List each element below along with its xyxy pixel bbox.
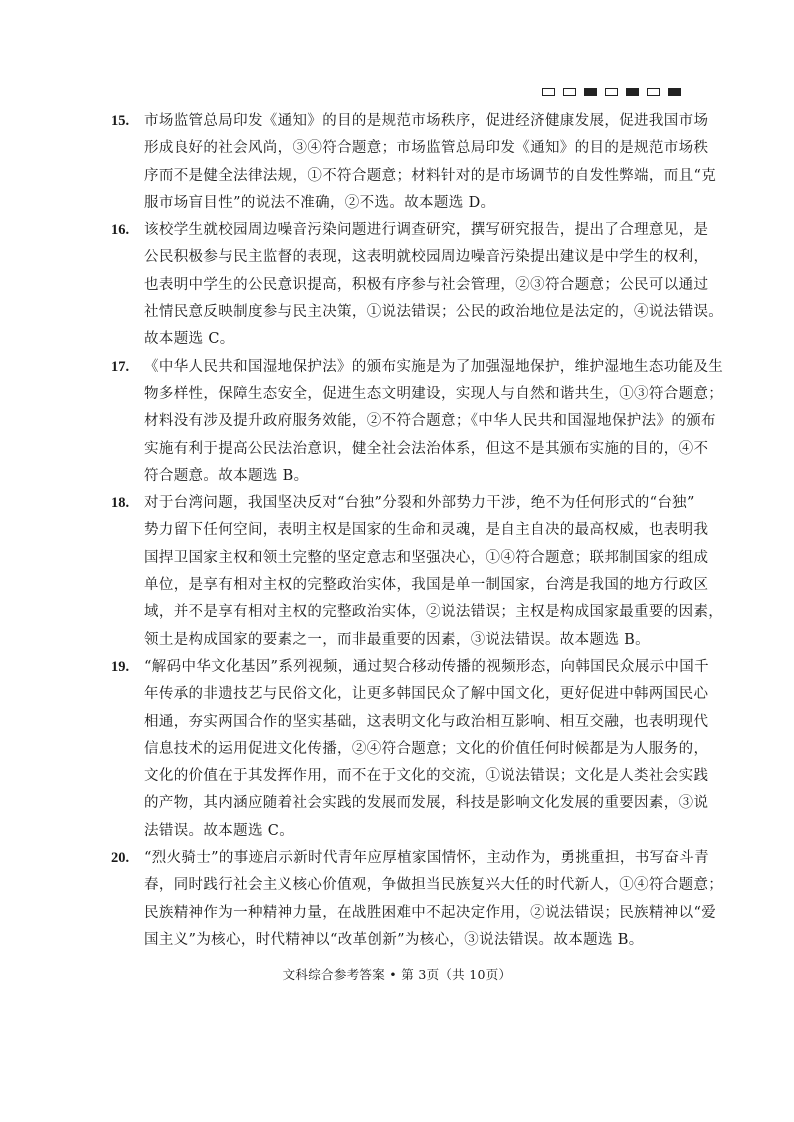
answer-line: 国主义”为核心，时代精神以“改革创新”为核心，③说法错误。故本题选 B。: [144, 931, 644, 948]
question-number: 19.: [111, 658, 130, 675]
question-number: 18.: [111, 495, 130, 512]
answer-line: 物多样性，保障生态安全，促进生态文明建设，实现人与自然和谐共生，①③符合题意；: [144, 385, 724, 402]
header-mark: [605, 88, 618, 96]
answer-line: 公民积极参与民主监督的表现，这表明就校园周边噪音污染提出建议是中学生的权利，: [144, 249, 709, 266]
answer-line: 春，同时践行社会主义核心价值观，争做担当民族复兴大任的时代新人，①④符合题意；: [144, 877, 724, 894]
question-number: 17.: [111, 358, 130, 375]
answer-item-19: [111, 654, 709, 845]
answer-text: [144, 654, 709, 845]
answer-item-18: [111, 490, 724, 654]
answer-item-17: [111, 354, 724, 490]
answer-item-15: [111, 108, 717, 217]
answer-line: 材料没有涉及提升政府服务效能，②不符合题意；《中华人民共和国湿地保护法》的颁布: [144, 413, 716, 430]
answer-line: 实施有利于提高公民法治意识，健全社会法治体系，但这不是其颁布实施的目的，④不: [144, 440, 709, 457]
answer-content: [111, 108, 724, 954]
header-mark-filled: [626, 88, 639, 96]
answer-item-20: [111, 845, 724, 954]
answer-line: 相通，夯实两国合作的坚实基础，这表明文化与政治相互影响、相互交融，也表明现代: [144, 713, 709, 730]
answer-line: 社情民意反映制度参与民主决策，①说法错误；公民的政治地位是法定的，④说法错误。: [144, 304, 724, 321]
answer-line: “烈火骑士”的事迹启示新时代青年应厚植家国情怀，主动作为，勇挑重担，书写奋斗青: [144, 850, 709, 867]
answer-line: “解码中华文化基因”系列视频，通过契合移动传播的视频形态，向韩国民众展示中国千: [144, 658, 709, 675]
answer-line: 领土是构成国家的要素之一，而非最重要的因素，③说法错误。故本题选 B。: [144, 631, 651, 648]
answer-line: 年传承的非遗技艺与民俗文化，让更多韩国民众了解中国文化，更好促进中韩两国民心: [144, 686, 709, 703]
page-footer: 文科综合参考答案 • 第 3页（共 10页）: [282, 967, 512, 982]
answer-text: [144, 108, 716, 217]
answer-line: 势力留下任何空间，表明主权是国家的生命和灵魂，是自主自决的最高权威，也表明我: [144, 522, 709, 539]
header-mark: [542, 88, 555, 96]
answer-line: 信息技术的运用促进文化传播，②④符合题意；文化的价值任何时候都是为人服务的，: [144, 740, 709, 757]
header-mark: [563, 88, 576, 96]
answer-line: 文化的价值在于其发挥作用，而不在于文化的交流，①说法错误；文化是人类社会实践: [144, 768, 709, 785]
answer-line: 服市场盲目性”的说法不准确，②不选。故本题选 D。: [144, 194, 496, 211]
answer-line: 域，并不是享有相对主权的完整政治实体，②说法错误；主权是构成国家最重要的因素，: [144, 604, 724, 621]
answer-text: [144, 490, 723, 654]
answer-line: 该校学生就校园周边噪音污染问题进行调查研究，撰写研究报告，提出了合理意见，是: [144, 222, 709, 239]
question-number: 20.: [111, 850, 130, 867]
question-number: 16.: [111, 222, 130, 239]
answer-line: 符合题意。故本题选 B。: [144, 467, 309, 484]
answer-line: 单位，是享有相对主权的完整政治实体，我国是单一制国家，台湾是我国的地方行政区: [144, 577, 709, 594]
answer-text: [144, 845, 723, 954]
header-mark: [647, 88, 660, 96]
answer-text: [144, 354, 723, 490]
question-number: 15.: [111, 113, 130, 129]
answer-line: 故本题选 C。: [144, 331, 235, 348]
answer-line: 也表明中学生的公民意识提高，积极有序参与社会管理，②③符合题意；公民可以通过: [144, 276, 709, 293]
answer-item-16: [111, 217, 724, 353]
answer-line: 《中华人民共和国湿地保护法》的颁布实施是为了加强湿地保护，维护湿地生态功能及生: [144, 358, 724, 375]
answer-line: 国捍卫国家主权和领土完整的坚定意志和坚强决心，①④符合题意；联邦制国家的组成: [144, 549, 709, 566]
answer-line: 法错误。故本题选 C。: [144, 822, 295, 839]
answer-line: 对于台湾问题，我国坚决反对“台独”分裂和外部势力干涉，绝不为任何形式的“台独”: [144, 495, 695, 512]
answer-line: 的产物，其内涵应随着社会实践的发展而发展，科技是影响文化发展的重要因素，③说: [144, 795, 709, 812]
answer-line: 序而不是健全法律法规，①不符合题意；材料针对的是市场调节的自发性弊端，而且“克: [144, 167, 717, 184]
answer-line: 市场监管总局印发《通知》的目的是规范市场秩序，促进经济健康发展，促进我国市场: [144, 113, 709, 129]
answer-line: 形成良好的社会风尚，③④符合题意；市场监管总局印发《通知》的目的是规范市场秩: [144, 140, 709, 157]
header-mark-filled: [584, 88, 597, 96]
header-mark-filled: [668, 88, 681, 96]
header-marks: [542, 88, 681, 96]
answer-line: 民族精神作为一种精神力量，在战胜困难中不起决定作用，②说法错误；民族精神以“爱: [144, 904, 717, 921]
answer-text: [144, 217, 723, 353]
